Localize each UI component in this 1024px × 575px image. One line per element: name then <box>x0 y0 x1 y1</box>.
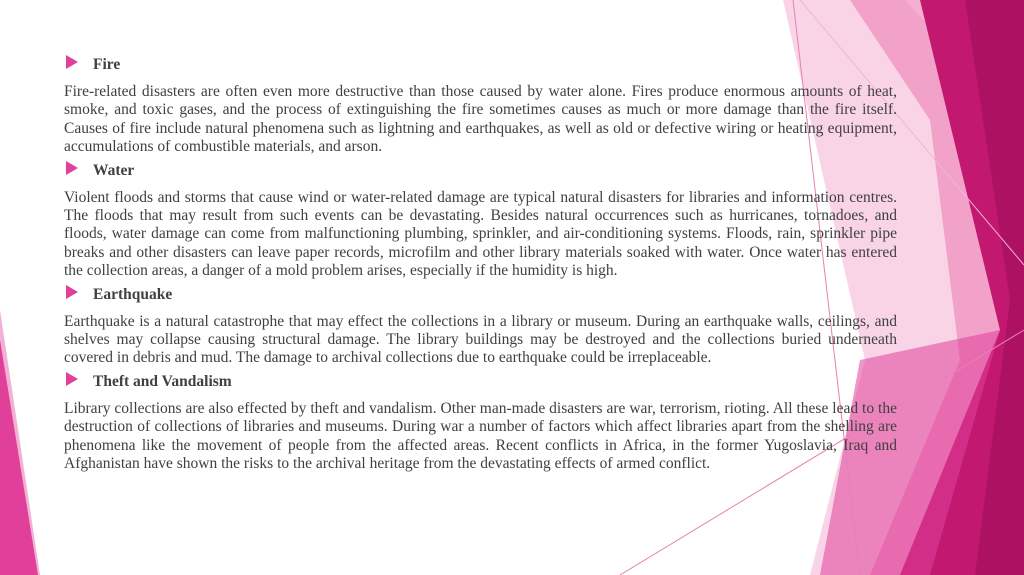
section-title: Water <box>93 161 135 179</box>
triangle-bullet-icon <box>66 372 78 386</box>
section-water <box>64 161 897 281</box>
section-earthquake <box>64 285 897 368</box>
section-title: Theft and Vandalism <box>93 372 232 390</box>
triangle-bullet-icon <box>66 55 78 69</box>
section-body: Earthquake is a natural catastrophe that may effect the collections in a library or museum. During an earthquake walls, ceilings, and shelves may collapse causing structural damage. The library buildings may be destroyed and the collections buried underneath covered in debris and mud. The damage to archival collections due to earthquake could be irreplaceable. <box>64 312 897 367</box>
section-heading <box>64 55 897 75</box>
section-theft-vandalism <box>64 372 897 474</box>
section-body: Violent floods and storms that cause wind or water-related damage are typical natural disasters for libraries and information centres. The floods that may result from such events can be devastating. Besides natural occurrences such as hurricanes, tornadoes, and floods, water damage can come from malfunctioning plumbing, sprinkler, and air-conditioning systems. Floods, rain, sprinkler pipe breaks and other disasters can leave paper records, microfilm and other library materials soaked with water. Once water has entered the collection areas, a danger of a mold problem arises, especially if the humidity is high. <box>64 188 897 280</box>
slide-content <box>64 55 897 478</box>
section-heading <box>64 161 897 181</box>
triangle-bullet-icon <box>66 285 78 299</box>
section-body: Library collections are also effected by theft and vandalism. Other man-made disasters are war, terrorism, rioting. All these lead to the destruction of collections of libraries and museums. During war a number of factors which affect libraries apart from the shelling are phenomena like the movement of people from the affected areas. Recent conflicts in Africa, in the former Yugoslavia, Iraq and Afghanistan have shown the risks to the archival heritage from the devastating effects of armed conflict. <box>64 399 897 473</box>
section-title: Earthquake <box>93 285 173 303</box>
section-heading <box>64 285 897 305</box>
section-heading <box>64 372 897 392</box>
section-body: Fire-related disasters are often even more destructive than those caused by water alone. Fires produce enormous amounts of heat, smoke, and toxic gases, and the process of extinguishing the fire sometimes causes as much or more damage than the fire itself. Causes of fire include natural phenomena such as lightning and earthquakes, as well as old or defective wiring or heating equipment, accumulations of combustible materials, and arson. <box>64 83 897 156</box>
section-title: Fire <box>93 56 121 73</box>
decor-left-dark <box>0 340 38 575</box>
triangle-bullet-icon <box>66 161 78 175</box>
section-fire <box>64 55 897 157</box>
